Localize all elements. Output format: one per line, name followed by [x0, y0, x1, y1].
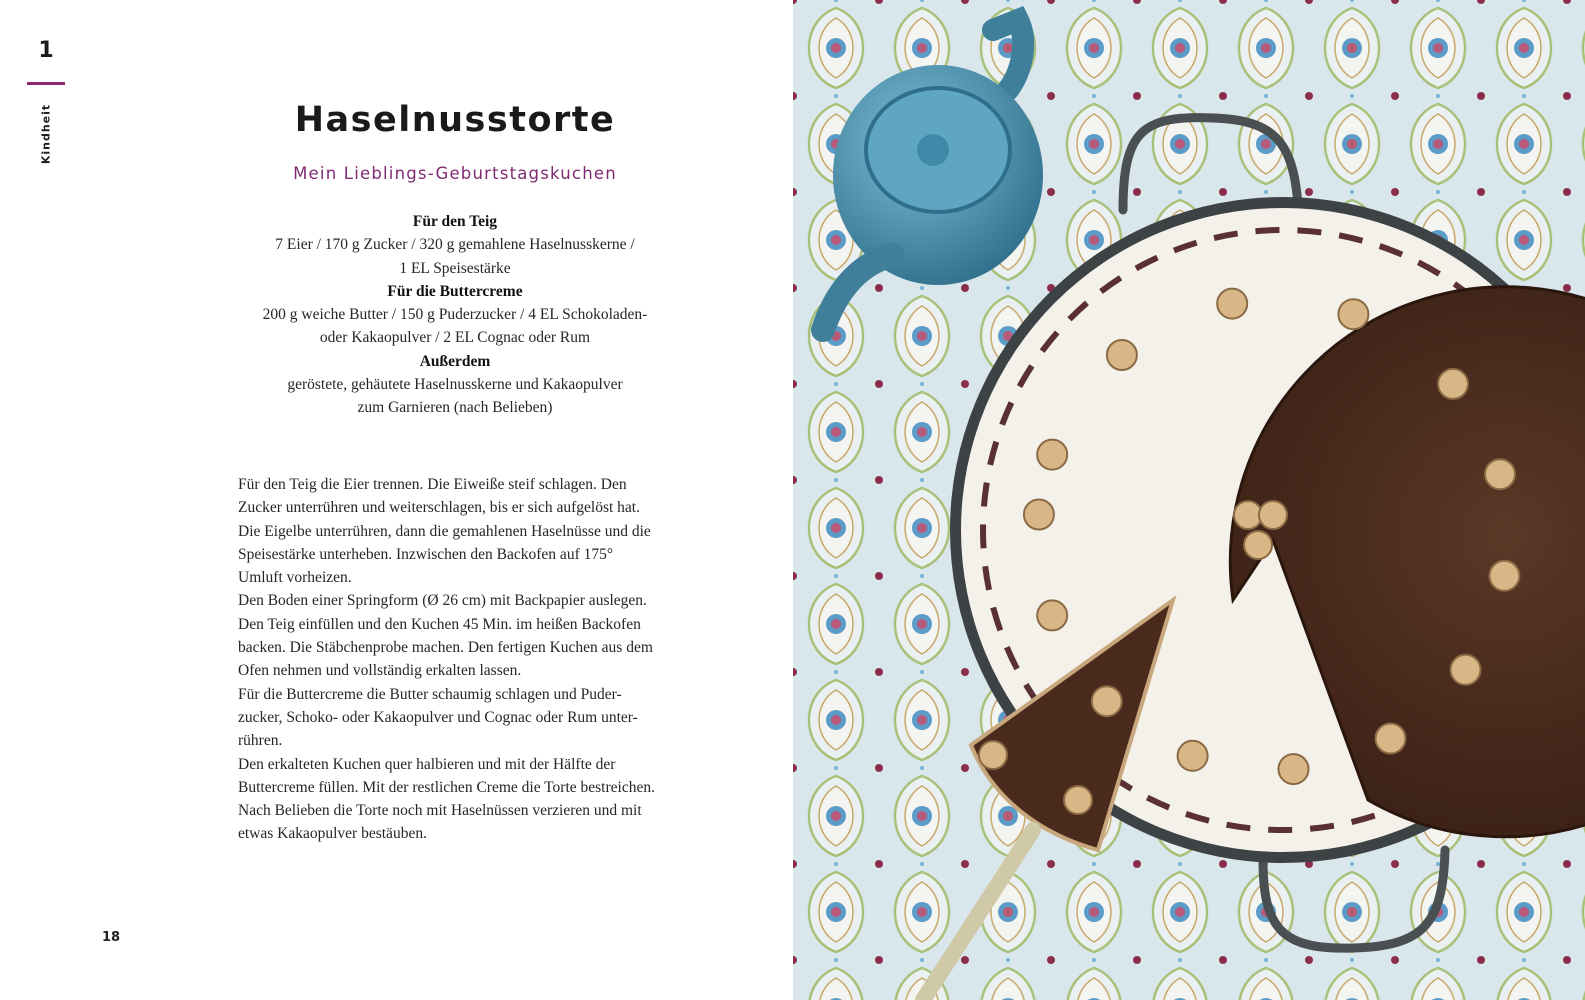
instruction-line: Ofen nehmen und vollständig erkalten lassen. [238, 662, 522, 680]
hazelnut [1451, 655, 1481, 685]
instruction-line: Den Teig einfüllen und den Kuchen 45 Min. im heißen Backofen [238, 615, 641, 633]
hazelnut [1376, 724, 1406, 754]
hazelnut [1037, 600, 1067, 630]
hazelnut [1438, 369, 1468, 399]
chapter-divider [27, 82, 65, 85]
hazelnut [1217, 289, 1247, 319]
recipe-subtitle: Mein Lieblings-Geburtstagskuchen [293, 164, 617, 183]
hazelnut [1489, 561, 1519, 591]
cake-photo-illustration [793, 0, 1585, 1000]
hazelnut [1037, 440, 1067, 470]
ingredient-line: zum Garnieren (nach Belieben) [357, 399, 553, 417]
ingredient-heading: Für die Buttercreme [387, 282, 523, 300]
ingredient-line: oder Kakaopulver / 2 EL Cognac oder Rum [319, 329, 591, 347]
instructions-text [238, 473, 698, 846]
instruction-line: Den erkalteten Kuchen quer halbieren und mit der Hälfte der [238, 755, 616, 773]
hazelnut [1279, 754, 1309, 784]
instruction-line: Für den Teig die Eier trennen. Die Eiweiße steif schlagen. Den [238, 476, 627, 493]
instruction-line: backen. Die Stäbchenprobe machen. Den fertigen Kuchen aus dem [238, 639, 653, 657]
ingredient-heading: Für den Teig [412, 213, 498, 230]
instruction-line: zucker, Schoko- oder Kakaopulver und Cognac oder Rum unter- [238, 708, 638, 726]
hazelnut [1064, 786, 1092, 814]
instruction-line: rühren. [238, 732, 283, 750]
cake-photo [793, 0, 1585, 1000]
instruction-line: etwas Kakaopulver bestäuben. [238, 825, 427, 843]
instruction-line: Nach Belieben die Torte noch mit Haselnüssen verzieren und mit [238, 802, 642, 820]
hazelnut [1178, 741, 1208, 771]
hazelnut [1107, 340, 1137, 370]
hazelnut [979, 741, 1007, 769]
hazelnut [1485, 459, 1515, 489]
ingredient-line: geröstete, gehäutete Haselnusskerne und Kakaopulver [287, 376, 623, 394]
hazelnut [1234, 501, 1262, 529]
ingredient-heading: Außerdem [419, 352, 491, 370]
page-number: 18 [102, 930, 121, 945]
hazelnut [1338, 299, 1368, 329]
instruction-line: Umluft vorheizen. [238, 569, 352, 587]
hazelnut [1244, 531, 1272, 559]
ingredients-list [205, 210, 705, 420]
instruction-line: Den Boden einer Springform (Ø 26 cm) mit Backpapier auslegen. [238, 592, 647, 610]
chapter-label: Kindheit [39, 103, 53, 165]
ingredient-line: 7 Eier / 170 g Zucker / 320 g gemahlene Haselnusskerne / [275, 236, 635, 254]
instruction-line: Für die Buttercreme die Butter schaumig schlagen und Puder- [238, 685, 622, 703]
hazelnut [1092, 686, 1122, 716]
ingredient-line: 1 EL Speisestärke [399, 259, 511, 277]
chapter-number: 1 [38, 38, 54, 63]
instruction-line: Zucker unterrühren und weiterschlagen, bis er sich aufgelöst hat. [238, 499, 640, 517]
recipe-title: Haselnusstorte [294, 100, 616, 140]
instruction-line: Speisestärke unterheben. Inzwischen den Backofen auf 175° [238, 545, 614, 563]
hazelnut [1259, 501, 1287, 529]
instruction-line: Die Eigelbe unterrühren, dann die gemahlenen Haselnüsse und die [238, 522, 651, 540]
hazelnut [1024, 500, 1054, 530]
instruction-line: Buttercreme füllen. Mit der restlichen Creme die Torte bestreichen. [238, 778, 655, 796]
ingredient-line: 200 g weiche Butter / 150 g Puderzucker / 4 EL Schokoladen- [262, 306, 648, 324]
